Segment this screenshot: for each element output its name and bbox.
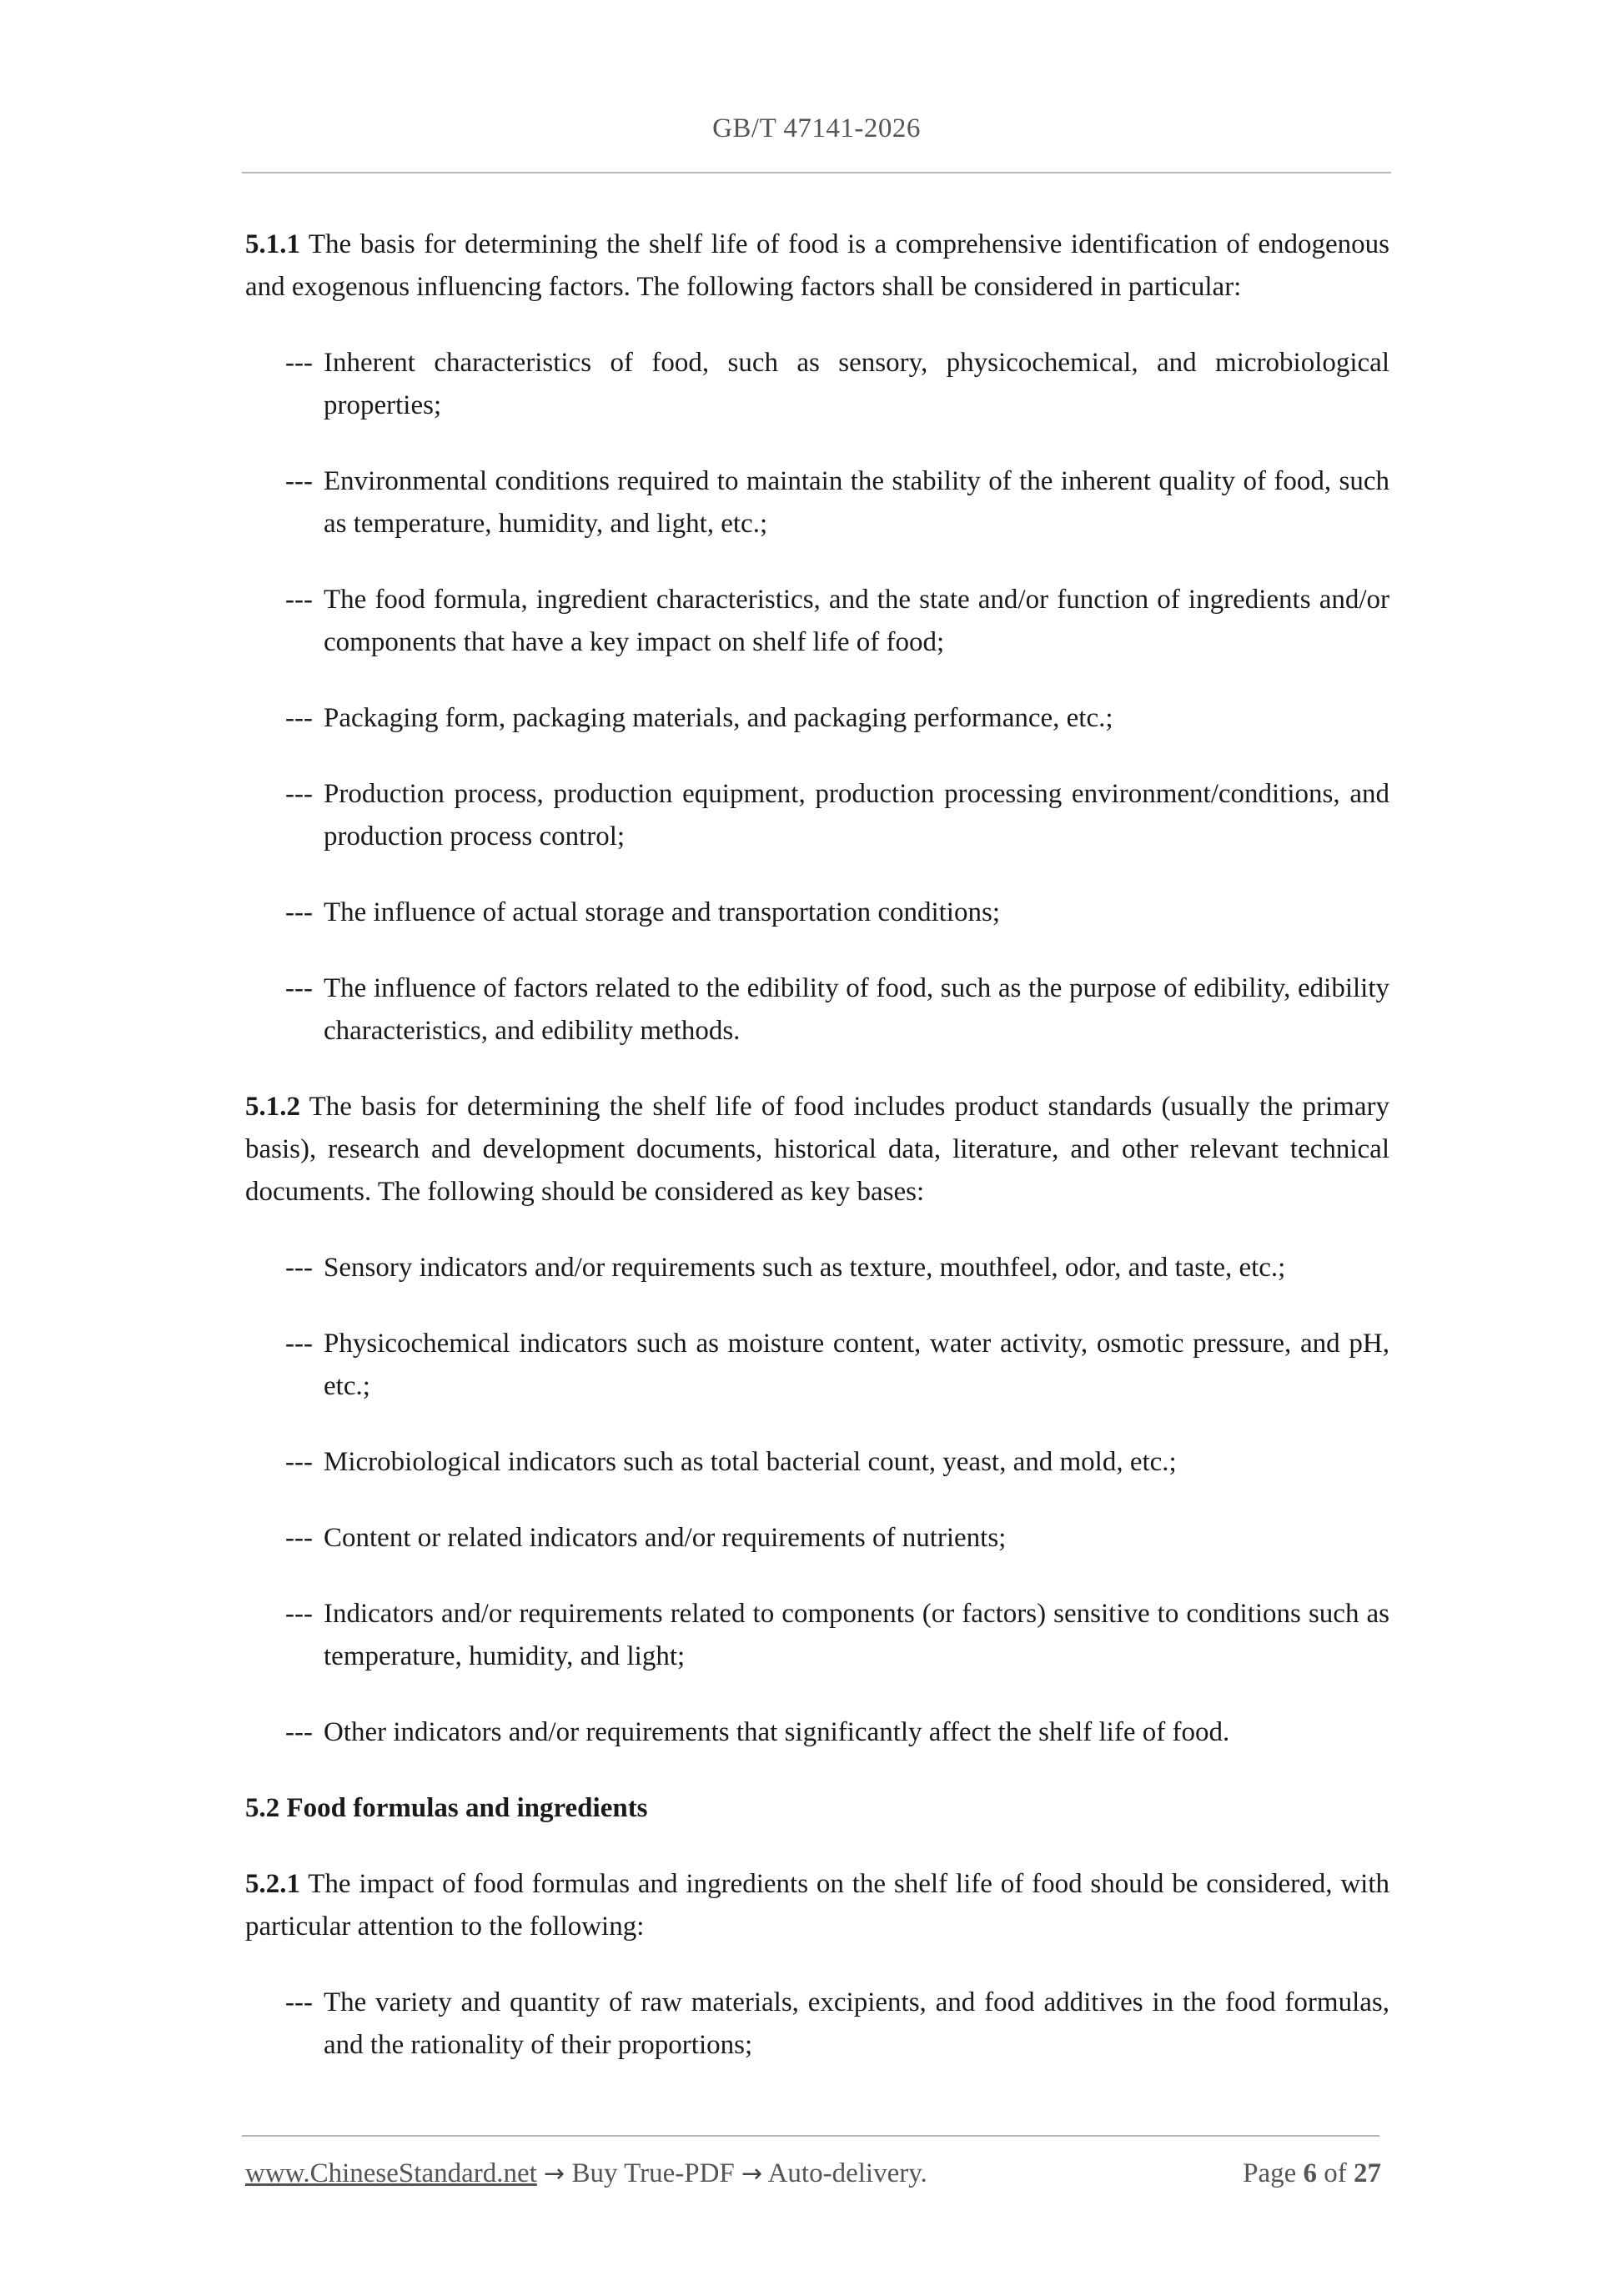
list-item-text: Physicochemical indicators such as moisture content, water activity, osmotic pressure, and pH, etc.; bbox=[324, 1329, 1389, 1401]
dash-marker: --- bbox=[285, 466, 313, 496]
dash-marker: --- bbox=[285, 973, 313, 1003]
page-total: 27 bbox=[1354, 2158, 1381, 2188]
document-body bbox=[245, 224, 1389, 2100]
clause-5-1-1 bbox=[245, 224, 1389, 309]
clause-text: The basis for determining the shelf life of food includes product standards (usually the primary basis), research and development documents, historical data, literature, and other relevant technical documents. The following should be considered as key bases: bbox=[245, 1092, 1389, 1207]
list-item bbox=[285, 1711, 1389, 1754]
list-item-text: Packaging form, packaging materials, and packaging performance, etc.; bbox=[324, 703, 1113, 733]
list-item bbox=[285, 460, 1389, 545]
list-item-text: Environmental conditions required to maintain the stability of the inherent quality of food, such as temperature, humidity, and light, etc.; bbox=[324, 466, 1389, 539]
list-item-text: The influence of factors related to the edibility of food, such as the purpose of edibility, edibility characteristics, and edibility methods. bbox=[324, 973, 1389, 1046]
list-item bbox=[285, 773, 1389, 858]
list-item-text: The food formula, ingredient characteristics, and the state and/or function of ingredients and/or components that have a key impact on shelf life of food; bbox=[324, 585, 1389, 657]
buy-text: Buy True-PDF bbox=[571, 2158, 735, 2188]
list-item bbox=[285, 967, 1389, 1053]
list-item-text: Content or related indicators and/or requirements of nutrients; bbox=[324, 1523, 1007, 1553]
dash-marker: --- bbox=[285, 1987, 313, 2017]
dash-marker: --- bbox=[285, 703, 313, 733]
clause-number: 5.2.1 bbox=[245, 1869, 300, 1899]
dash-marker: --- bbox=[285, 1599, 313, 1629]
dash-marker: --- bbox=[285, 1447, 313, 1477]
list-item bbox=[285, 1247, 1389, 1289]
clause-5-2-1 bbox=[245, 1863, 1389, 1948]
list-item-text: Sensory indicators and/or requirements such as texture, mouthfeel, odor, and taste, etc.; bbox=[324, 1253, 1286, 1283]
list-item bbox=[285, 697, 1389, 740]
list-item bbox=[285, 1323, 1389, 1408]
site-link[interactable]: www.ChineseStandard.net bbox=[245, 2158, 537, 2188]
list-item-text: Production process, production equipment, production processing environment/conditions, and production process control; bbox=[324, 779, 1389, 852]
dash-marker: --- bbox=[285, 1717, 313, 1747]
clause-text: The impact of food formulas and ingredients on the shelf life of food should be considered, with particular attention to the following: bbox=[245, 1869, 1389, 1942]
arrow-right-icon: → bbox=[544, 2159, 565, 2188]
list-item-text: Other indicators and/or requirements that significantly affect the shelf life of food. bbox=[324, 1717, 1230, 1747]
footer-promo bbox=[245, 2158, 927, 2189]
list-item bbox=[285, 1593, 1389, 1678]
header-divider bbox=[242, 172, 1391, 173]
list-item bbox=[285, 579, 1389, 664]
clause-number: 5.1.2 bbox=[245, 1092, 300, 1122]
list-item-text: Microbiological indicators such as total bacterial count, yeast, and mold, etc.; bbox=[324, 1447, 1177, 1477]
clause-text: The basis for determining the shelf life of food is a comprehensive identification of endogenous and exogenous influencing factors. The following factors shall be considered in particular: bbox=[245, 229, 1389, 302]
page-footer bbox=[245, 2158, 1381, 2189]
arrow-right-icon: → bbox=[741, 2159, 763, 2188]
list-item bbox=[285, 1982, 1389, 2067]
dash-marker: --- bbox=[285, 1329, 313, 1359]
page-of: of bbox=[1324, 2158, 1347, 2188]
delivery-text: Auto-delivery. bbox=[767, 2158, 927, 2188]
page-number bbox=[1243, 2158, 1381, 2189]
list-item-text: Indicators and/or requirements related to components (or factors) sensitive to conditions such as temperature, humidity, and light; bbox=[324, 1599, 1389, 1671]
list-item bbox=[285, 1441, 1389, 1484]
list-item-text: The variety and quantity of raw materials, excipients, and food additives in the food formulas, and the rationality of their proportions; bbox=[324, 1987, 1389, 2060]
dash-marker: --- bbox=[285, 348, 313, 378]
section-heading-5-2: 5.2 Food formulas and ingredients bbox=[245, 1793, 648, 1823]
dash-marker: --- bbox=[285, 1253, 313, 1283]
document-code-header: GB/T 47141-2026 bbox=[712, 113, 921, 143]
dash-marker: --- bbox=[285, 779, 313, 809]
footer-divider bbox=[242, 2135, 1379, 2137]
list-item-text: The influence of actual storage and transportation conditions; bbox=[324, 897, 1000, 927]
dash-marker: --- bbox=[285, 585, 313, 615]
dash-marker: --- bbox=[285, 1523, 313, 1553]
list-item bbox=[285, 1517, 1389, 1560]
page-current: 6 bbox=[1303, 2158, 1317, 2188]
page-label: Page bbox=[1243, 2158, 1297, 2188]
list-item-text: Inherent characteristics of food, such as sensory, physicochemical, and microbiological properties; bbox=[324, 348, 1389, 420]
clause-5-1-2 bbox=[245, 1086, 1389, 1213]
clause-number: 5.1.1 bbox=[245, 229, 300, 259]
list-item bbox=[285, 892, 1389, 934]
list-item bbox=[285, 342, 1389, 427]
dash-marker: --- bbox=[285, 897, 313, 927]
